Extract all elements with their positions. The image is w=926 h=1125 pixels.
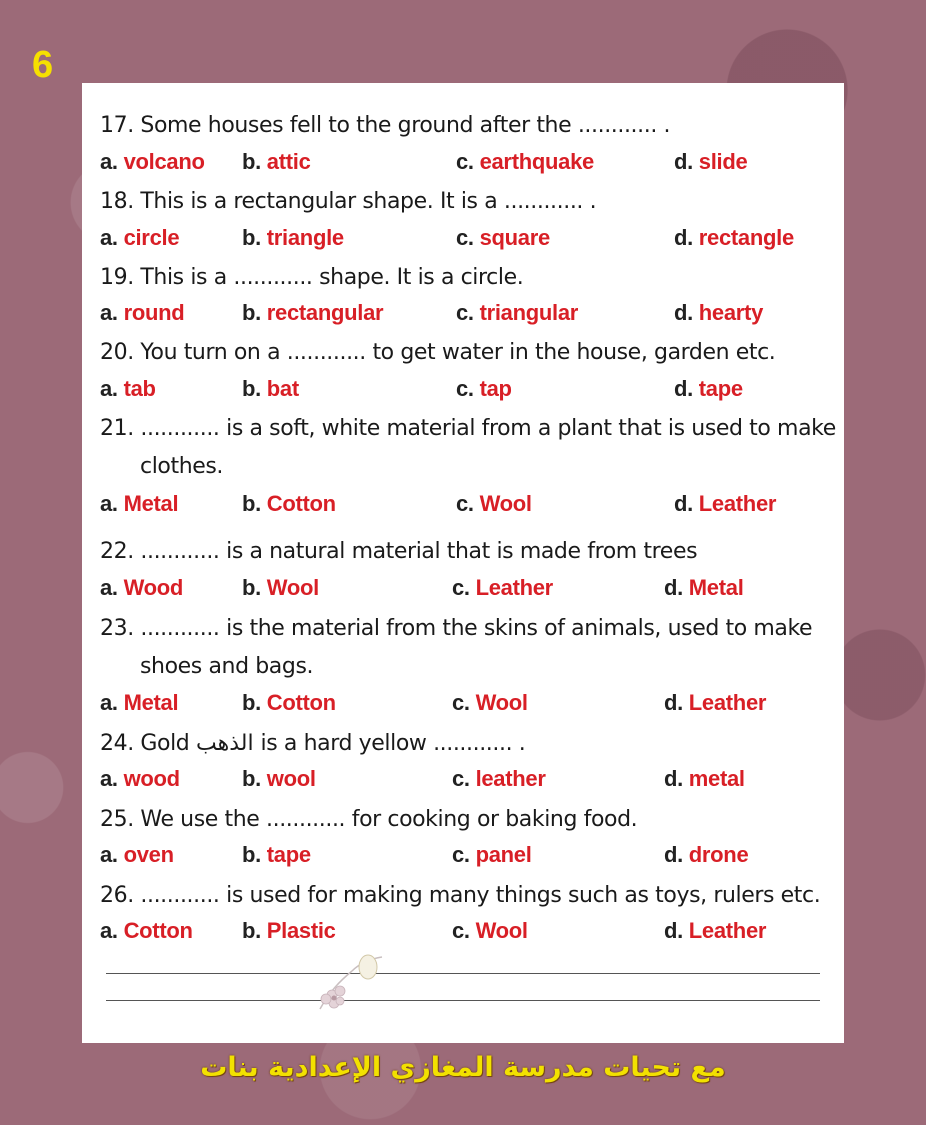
option-b[interactable]: b. Cotton bbox=[242, 491, 336, 516]
option-b[interactable]: b. bat bbox=[242, 376, 299, 401]
question-26 bbox=[100, 877, 834, 915]
option-b[interactable]: b. Cotton bbox=[242, 690, 336, 715]
question-22 bbox=[100, 533, 834, 571]
question-number: 21. bbox=[100, 416, 134, 441]
options-22 bbox=[100, 570, 834, 606]
question-text: ............ is used for making many things such as toys, rulers etc. bbox=[140, 883, 821, 908]
option-a[interactable]: a. Wood bbox=[100, 575, 184, 600]
option-d[interactable]: d. drone bbox=[664, 842, 749, 867]
question-number: 26. bbox=[100, 883, 134, 908]
question-text: We use the ............ for cooking or baking food. bbox=[140, 807, 638, 832]
option-b[interactable]: b. tape bbox=[242, 842, 311, 867]
option-a[interactable]: a. Cotton bbox=[100, 918, 193, 943]
question-text: ............ is a natural material that is made from trees bbox=[140, 539, 698, 564]
question-text-continued: clothes. bbox=[140, 454, 224, 479]
school-greeting-footer: مع تحيات مدرسة المغازي الإعدادية بنات bbox=[200, 1052, 726, 1083]
option-c[interactable]: c. earthquake bbox=[456, 149, 594, 174]
option-d[interactable]: d. Leather bbox=[674, 491, 777, 516]
option-a[interactable]: a. round bbox=[100, 300, 185, 325]
question-number: 18. bbox=[100, 189, 134, 214]
question-text: ............ is the material from the skins of animals, used to make bbox=[140, 616, 813, 641]
option-b[interactable]: b. wool bbox=[242, 766, 316, 791]
option-d[interactable]: d. tape bbox=[674, 376, 743, 401]
option-b[interactable]: b. rectangular bbox=[242, 300, 384, 325]
option-d[interactable]: d. slide bbox=[674, 149, 748, 174]
option-c[interactable]: c. tap bbox=[456, 376, 512, 401]
question-18 bbox=[100, 183, 834, 221]
option-b[interactable]: b. attic bbox=[242, 149, 311, 174]
option-a[interactable]: a. tab bbox=[100, 376, 156, 401]
page-number: 6 bbox=[32, 44, 54, 86]
options-18 bbox=[100, 220, 834, 256]
option-c[interactable]: c. panel bbox=[452, 842, 532, 867]
question-text: Some houses fell to the ground after the ............ . bbox=[140, 113, 671, 138]
option-a[interactable]: a. volcano bbox=[100, 149, 205, 174]
option-a[interactable]: a. oven bbox=[100, 842, 174, 867]
option-b[interactable]: b. triangle bbox=[242, 225, 344, 250]
options-19 bbox=[100, 295, 834, 331]
option-b[interactable]: b. Wool bbox=[242, 575, 319, 600]
options-26 bbox=[100, 913, 834, 949]
question-text: You turn on a ............ to get water in the house, garden etc. bbox=[140, 340, 776, 365]
option-a[interactable]: a. circle bbox=[100, 225, 180, 250]
option-d[interactable]: d. hearty bbox=[674, 300, 763, 325]
question-text: This is a rectangular shape. It is a ............ . bbox=[140, 189, 597, 214]
option-c[interactable]: c. Leather bbox=[452, 575, 553, 600]
question-number: 24. bbox=[100, 731, 134, 756]
question-number: 19. bbox=[100, 265, 134, 290]
options-21 bbox=[100, 486, 834, 522]
question-text: This is a ............ shape. It is a circle. bbox=[140, 265, 524, 290]
question-number: 17. bbox=[100, 113, 134, 138]
question-25 bbox=[100, 801, 834, 839]
option-c[interactable]: c. triangular bbox=[456, 300, 579, 325]
option-a[interactable]: a. Metal bbox=[100, 690, 179, 715]
option-c[interactable]: c. Wool bbox=[456, 491, 532, 516]
option-c[interactable]: c. Wool bbox=[452, 918, 528, 943]
option-c[interactable]: c. square bbox=[456, 225, 550, 250]
question-text: Gold الذهب is a hard yellow ............ . bbox=[140, 731, 526, 756]
option-d[interactable]: d. rectangle bbox=[674, 225, 794, 250]
option-a[interactable]: a. wood bbox=[100, 766, 180, 791]
question-text-continued: shoes and bags. bbox=[140, 654, 314, 679]
question-number: 23. bbox=[100, 616, 134, 641]
option-d[interactable]: d. Metal bbox=[664, 575, 744, 600]
question-21 bbox=[100, 410, 834, 486]
options-25 bbox=[100, 837, 834, 873]
divider-line bbox=[106, 1000, 820, 1001]
option-a[interactable]: a. Metal bbox=[100, 491, 179, 516]
options-24 bbox=[100, 761, 834, 797]
worksheet bbox=[82, 83, 844, 1043]
question-number: 22. bbox=[100, 539, 134, 564]
option-d[interactable]: d. Leather bbox=[664, 918, 767, 943]
question-17 bbox=[100, 107, 834, 145]
option-c[interactable]: c. Wool bbox=[452, 690, 528, 715]
question-19 bbox=[100, 259, 834, 297]
divider-line bbox=[106, 973, 820, 974]
question-number: 25. bbox=[100, 807, 134, 832]
question-number: 20. bbox=[100, 340, 134, 365]
option-b[interactable]: b. Plastic bbox=[242, 918, 336, 943]
question-text: ............ is a soft, white material from a plant that is used to make bbox=[140, 416, 836, 441]
options-23 bbox=[100, 685, 834, 721]
option-c[interactable]: c. leather bbox=[452, 766, 546, 791]
flower-ornament-icon bbox=[310, 951, 394, 1013]
question-20 bbox=[100, 334, 834, 372]
options-20 bbox=[100, 371, 834, 407]
question-24 bbox=[100, 725, 834, 763]
question-23 bbox=[100, 610, 834, 686]
options-17 bbox=[100, 144, 834, 180]
option-d[interactable]: d. metal bbox=[664, 766, 745, 791]
option-d[interactable]: d. Leather bbox=[664, 690, 767, 715]
